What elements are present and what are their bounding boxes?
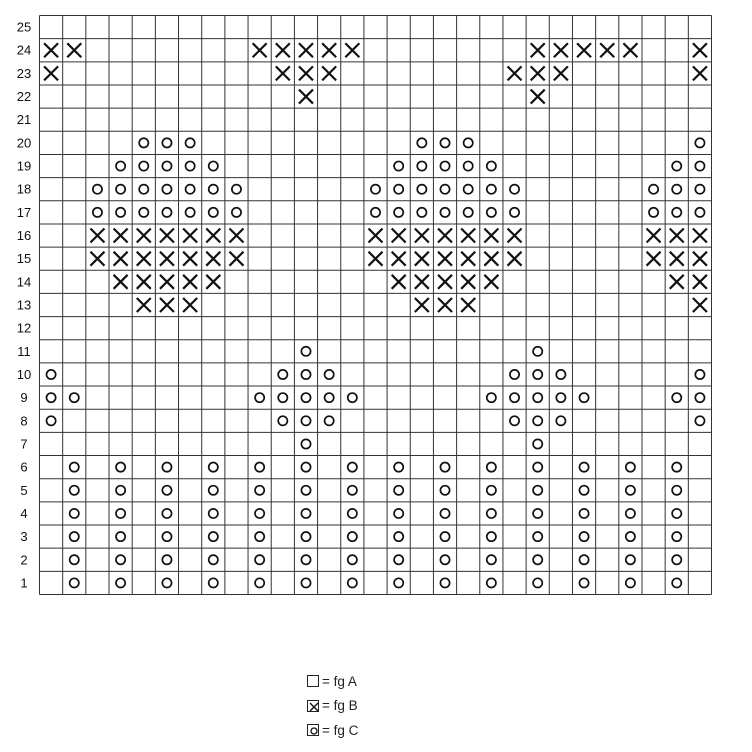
circle-stitch-mark (116, 555, 125, 564)
circle-stitch-mark (579, 393, 588, 402)
cross-stitch-mark (137, 252, 151, 266)
circle-stitch-mark (533, 347, 542, 356)
circle-stitch-mark (139, 138, 148, 147)
cross-stitch-mark (438, 275, 452, 289)
circle-stitch-mark (579, 509, 588, 518)
circle-stitch-mark (556, 393, 565, 402)
cross-stitch-mark (183, 275, 197, 289)
cross-stitch-mark (438, 298, 452, 312)
circle-stitch-mark (533, 486, 542, 495)
row-number: 16 (16, 228, 32, 244)
row-number: 15 (16, 251, 32, 267)
circle-stitch-mark (348, 532, 357, 541)
circle-stitch-mark (162, 578, 171, 587)
circle-stitch-mark (533, 463, 542, 472)
circle-stitch-mark (440, 161, 449, 170)
row-number: 22 (16, 89, 32, 105)
cross-stitch-mark (670, 229, 684, 243)
circle-stitch-mark (116, 161, 125, 170)
circle-stitch-mark (626, 486, 635, 495)
circle-stitch-mark (186, 161, 195, 170)
circle-stitch-mark (487, 185, 496, 194)
circle-square-icon (307, 724, 319, 736)
circle-stitch-mark (394, 509, 403, 518)
cross-stitch-mark (484, 252, 498, 266)
circle-stitch-mark (649, 185, 658, 194)
circle-stitch-mark (579, 463, 588, 472)
circle-stitch-mark (533, 532, 542, 541)
row-number: 4 (20, 505, 28, 521)
cross-stitch-mark (415, 252, 429, 266)
circle-stitch-mark (209, 486, 218, 495)
circle-stitch-mark (695, 370, 704, 379)
circle-stitch-mark (440, 138, 449, 147)
cross-stitch-mark (415, 298, 429, 312)
circle-stitch-mark (487, 161, 496, 170)
cross-stitch-mark (44, 43, 58, 57)
cross-stitch-mark (206, 252, 220, 266)
cross-stitch-mark (693, 66, 707, 80)
cross-stitch-mark (206, 229, 220, 243)
cross-stitch-mark (461, 252, 475, 266)
cross-stitch-mark (508, 252, 522, 266)
circle-stitch-mark (301, 393, 310, 402)
circle-stitch-mark (579, 555, 588, 564)
cross-stitch-mark (229, 229, 243, 243)
cross-stitch-mark (484, 275, 498, 289)
circle-stitch-mark (556, 416, 565, 425)
circle-stitch-mark (649, 208, 658, 217)
row-number: 2 (20, 552, 28, 568)
circle-stitch-mark (209, 578, 218, 587)
circle-stitch-mark (162, 486, 171, 495)
circle-stitch-mark (162, 185, 171, 194)
circle-stitch-mark (162, 532, 171, 541)
cross-stitch-mark (484, 229, 498, 243)
circle-stitch-mark (695, 138, 704, 147)
circle-stitch-mark (672, 463, 681, 472)
circle-stitch-mark (417, 208, 426, 217)
row-number: 14 (16, 274, 32, 290)
circle-stitch-mark (301, 416, 310, 425)
row-number-labels (17, 20, 31, 591)
circle-stitch-mark (510, 208, 519, 217)
cross-stitch-mark (693, 252, 707, 266)
row-number: 20 (16, 135, 32, 151)
circle-stitch-mark (487, 555, 496, 564)
cross-stitch-mark (531, 90, 545, 104)
row-number: 9 (20, 390, 28, 406)
circle-stitch-mark (626, 463, 635, 472)
cross-stitch-mark (670, 252, 684, 266)
circle-stitch-mark (301, 509, 310, 518)
circle-stitch-mark (70, 578, 79, 587)
circle-stitch-mark (348, 555, 357, 564)
circle-stitch-mark (186, 138, 195, 147)
row-number: 8 (20, 413, 28, 429)
circle-stitch-mark (440, 509, 449, 518)
circle-stitch-mark (672, 555, 681, 564)
circle-stitch-mark (255, 532, 264, 541)
circle-stitch-mark (440, 555, 449, 564)
circle-stitch-mark (487, 509, 496, 518)
circle-stitch-mark (440, 463, 449, 472)
circle-stitch-mark (301, 532, 310, 541)
circle-stitch-mark (440, 185, 449, 194)
circle-stitch-mark (209, 161, 218, 170)
cross-stitch-mark (44, 66, 58, 80)
cross-stitch-mark (693, 275, 707, 289)
cross-stitch-mark (299, 90, 313, 104)
cross-stitch-mark (392, 275, 406, 289)
circle-stitch-mark (162, 138, 171, 147)
circle-stitch-mark (186, 185, 195, 194)
legend-label: = fg A (322, 673, 357, 689)
circle-stitch-mark (93, 185, 102, 194)
cross-stitch-mark (415, 229, 429, 243)
circle-stitch-mark (440, 578, 449, 587)
circle-stitch-mark (116, 208, 125, 217)
cross-stitch-mark (693, 298, 707, 312)
circle-stitch-mark (371, 208, 380, 217)
circle-stitch-mark (440, 208, 449, 217)
chart-grid (40, 16, 712, 595)
cross-stitch-mark (276, 43, 290, 57)
circle-stitch-mark (464, 161, 473, 170)
circle-stitch-mark (116, 578, 125, 587)
circle-stitch-mark (510, 185, 519, 194)
circle-stitch-mark (301, 370, 310, 379)
circle-stitch-mark (139, 185, 148, 194)
row-number: 25 (16, 19, 32, 35)
circle-stitch-mark (394, 555, 403, 564)
circle-stitch-mark (487, 208, 496, 217)
circle-stitch-mark (672, 208, 681, 217)
cross-stitch-mark (369, 229, 383, 243)
cross-stitch-mark (554, 66, 568, 80)
circle-stitch-mark (93, 208, 102, 217)
circle-stitch-mark (348, 578, 357, 587)
circle-stitch-mark (301, 578, 310, 587)
circle-stitch-mark (255, 555, 264, 564)
cross-stitch-mark (183, 252, 197, 266)
circle-stitch-mark (116, 532, 125, 541)
cross-stitch-mark (90, 229, 104, 243)
circle-stitch-mark (626, 555, 635, 564)
cross-stitch-mark (508, 66, 522, 80)
cross-stitch-mark (392, 252, 406, 266)
circle-stitch-mark (417, 138, 426, 147)
cross-stitch-mark (392, 229, 406, 243)
row-number: 21 (16, 112, 32, 128)
circle-stitch-mark (394, 486, 403, 495)
cross-stitch-mark (461, 298, 475, 312)
cross-stitch-mark (647, 229, 661, 243)
circle-stitch-mark (672, 393, 681, 402)
circle-stitch-mark (70, 555, 79, 564)
cross-stitch-mark (438, 229, 452, 243)
cross-stitch-mark (531, 43, 545, 57)
row-number: 19 (16, 158, 32, 174)
circle-stitch-mark (46, 370, 55, 379)
circle-stitch-mark (139, 161, 148, 170)
cross-stitch-mark (670, 275, 684, 289)
circle-stitch-mark (348, 393, 357, 402)
circle-stitch-mark (626, 532, 635, 541)
circle-stitch-mark (70, 393, 79, 402)
circle-stitch-mark (672, 161, 681, 170)
circle-stitch-mark (232, 208, 241, 217)
circle-stitch-mark (348, 486, 357, 495)
cross-stitch-mark (114, 252, 128, 266)
circle-stitch-mark (440, 486, 449, 495)
legend-item-fg-c (307, 718, 507, 743)
cross-stitch-mark (438, 252, 452, 266)
legend-item-fg-b (307, 694, 507, 719)
circle-stitch-mark (440, 532, 449, 541)
row-number: 3 (20, 529, 28, 545)
circle-stitch-mark (209, 185, 218, 194)
circle-stitch-mark (186, 208, 195, 217)
circle-stitch-mark (695, 161, 704, 170)
cross-stitch-mark (67, 43, 81, 57)
cross-stitch-mark (693, 43, 707, 57)
cross-stitch-mark (299, 43, 313, 57)
circle-stitch-mark (116, 185, 125, 194)
circle-stitch-mark (533, 439, 542, 448)
cross-stitch-mark (253, 43, 267, 57)
circle-stitch-mark (695, 393, 704, 402)
cross-stitch-mark (114, 229, 128, 243)
cross-stitch-mark (322, 43, 336, 57)
circle-stitch-mark (371, 185, 380, 194)
cross-stitch-mark (554, 43, 568, 57)
chart-legend (307, 669, 507, 743)
cross-stitch-mark (461, 275, 475, 289)
circle-stitch-mark (325, 393, 334, 402)
circle-stitch-mark (487, 393, 496, 402)
circle-stitch-mark (46, 416, 55, 425)
circle-stitch-mark (255, 393, 264, 402)
circle-stitch-mark (232, 185, 241, 194)
circle-stitch-mark (70, 509, 79, 518)
circle-stitch-mark (510, 370, 519, 379)
circle-stitch-mark (278, 416, 287, 425)
row-number: 13 (16, 297, 32, 313)
circle-stitch-mark (46, 393, 55, 402)
cross-stitch-mark (461, 229, 475, 243)
cross-stitch-mark (369, 252, 383, 266)
circle-stitch-mark (255, 486, 264, 495)
row-number: 11 (17, 343, 31, 359)
cross-stitch-mark (114, 275, 128, 289)
circle-stitch-mark (162, 463, 171, 472)
circle-stitch-mark (116, 486, 125, 495)
cross-stitch-mark (531, 66, 545, 80)
circle-stitch-mark (579, 532, 588, 541)
circle-stitch-mark (209, 532, 218, 541)
circle-stitch-mark (209, 509, 218, 518)
circle-stitch-mark (394, 161, 403, 170)
circle-stitch-mark (579, 578, 588, 587)
circle-stitch-mark (162, 161, 171, 170)
cross-stitch-mark (623, 43, 637, 57)
circle-stitch-mark (70, 532, 79, 541)
circle-stitch-mark (348, 463, 357, 472)
circle-stitch-mark (510, 393, 519, 402)
row-number: 18 (16, 181, 32, 197)
circle-stitch-mark (533, 555, 542, 564)
circle-stitch-mark (464, 138, 473, 147)
row-number: 24 (16, 42, 32, 58)
circle-stitch-mark (70, 463, 79, 472)
row-number: 12 (16, 320, 32, 336)
circle-stitch-mark (162, 509, 171, 518)
circle-stitch-mark (672, 509, 681, 518)
cross-stitch-mark (160, 252, 174, 266)
circle-stitch-mark (672, 486, 681, 495)
circle-stitch-mark (325, 416, 334, 425)
cross-stitch-mark (90, 252, 104, 266)
circle-stitch-mark (695, 416, 704, 425)
circle-stitch-mark (626, 578, 635, 587)
circle-stitch-mark (533, 509, 542, 518)
circle-stitch-mark (672, 185, 681, 194)
circle-stitch-mark (487, 486, 496, 495)
circle-stitch-mark (255, 578, 264, 587)
row-number: 5 (20, 482, 28, 498)
cross-stitch-mark (693, 229, 707, 243)
circle-stitch-mark (533, 393, 542, 402)
circle-stitch-mark (695, 185, 704, 194)
circle-stitch-mark (394, 185, 403, 194)
cross-stitch-mark (415, 275, 429, 289)
circle-stitch-mark (394, 463, 403, 472)
circle-stitch-mark (394, 578, 403, 587)
cross-square-icon (307, 700, 319, 712)
cross-stitch-mark (647, 252, 661, 266)
cross-stitch-mark (299, 66, 313, 80)
circle-stitch-mark (255, 509, 264, 518)
circle-stitch-mark (417, 185, 426, 194)
circle-stitch-mark (510, 416, 519, 425)
circle-stitch-mark (533, 416, 542, 425)
circle-stitch-mark (487, 578, 496, 587)
cross-stitch-mark (229, 252, 243, 266)
legend-item-fg-a (307, 669, 507, 694)
cross-stitch-mark (137, 229, 151, 243)
circle-stitch-mark (464, 208, 473, 217)
empty-square-icon (307, 675, 319, 687)
circle-stitch-mark (209, 463, 218, 472)
circle-stitch-mark (533, 578, 542, 587)
circle-stitch-mark (301, 486, 310, 495)
circle-stitch-mark (487, 532, 496, 541)
chart-cells (44, 43, 707, 587)
circle-stitch-mark (278, 393, 287, 402)
cross-stitch-mark (600, 43, 614, 57)
legend-label: = fg B (322, 698, 358, 714)
cross-stitch-mark (183, 298, 197, 312)
circle-stitch-mark (162, 208, 171, 217)
circle-stitch-mark (672, 578, 681, 587)
cross-stitch-mark (137, 275, 151, 289)
circle-stitch-mark (301, 555, 310, 564)
circle-stitch-mark (348, 509, 357, 518)
cross-stitch-mark (508, 229, 522, 243)
circle-stitch-mark (139, 208, 148, 217)
circle-stitch-mark (301, 347, 310, 356)
row-number: 23 (16, 65, 32, 81)
row-number: 6 (20, 459, 28, 475)
circle-stitch-mark (116, 509, 125, 518)
circle-stitch-mark (116, 463, 125, 472)
circle-stitch-mark (533, 370, 542, 379)
cross-stitch-mark (160, 229, 174, 243)
circle-stitch-mark (301, 463, 310, 472)
circle-stitch-mark (695, 208, 704, 217)
row-number: 1 (20, 575, 28, 591)
circle-stitch-mark (70, 486, 79, 495)
row-number: 17 (16, 204, 32, 220)
circle-stitch-mark (672, 532, 681, 541)
circle-stitch-mark (301, 439, 310, 448)
circle-stitch-mark (556, 370, 565, 379)
circle-stitch-mark (394, 532, 403, 541)
circle-stitch-mark (464, 185, 473, 194)
cross-stitch-mark (276, 66, 290, 80)
cross-stitch-mark (206, 275, 220, 289)
cross-stitch-mark (160, 298, 174, 312)
cross-stitch-mark (577, 43, 591, 57)
row-number: 10 (16, 366, 32, 382)
circle-stitch-mark (162, 555, 171, 564)
circle-stitch-mark (209, 208, 218, 217)
cross-stitch-mark (137, 298, 151, 312)
circle-stitch-mark (255, 463, 264, 472)
circle-stitch-mark (278, 370, 287, 379)
cross-stitch-mark (345, 43, 359, 57)
circle-stitch-mark (209, 555, 218, 564)
circle-stitch-mark (417, 161, 426, 170)
circle-stitch-mark (325, 370, 334, 379)
legend-label: = fg C (322, 722, 359, 738)
circle-stitch-mark (487, 463, 496, 472)
cross-stitch-mark (322, 66, 336, 80)
cross-stitch-mark (160, 275, 174, 289)
circle-stitch-mark (394, 208, 403, 217)
row-number: 7 (20, 436, 28, 452)
circle-stitch-mark (579, 486, 588, 495)
circle-stitch-mark (626, 509, 635, 518)
cross-stitch-mark (183, 229, 197, 243)
